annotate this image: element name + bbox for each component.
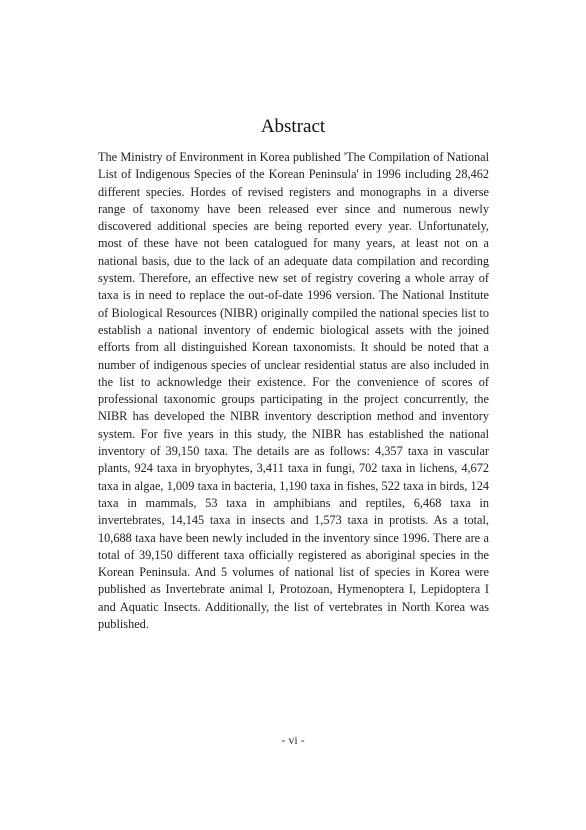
abstract-paragraph: The Ministry of Environment in Korea published 'The Compilation of National List of Indigenous Species of the Korean Peninsula' in 1996 including 28,462 different species. Hordes of revised registers and monographs in a diverse range of taxonomy have been released ever since and numerous newly discovered additional species are being reported every year. Unfortunately, most of these have not been catalogued for many years, at least not on a national basis, due to the lack of an adequate data compilation and recording system. Therefore, an effective new set of registry covering a whole array of taxa is in need to replace the out-of-date 1996 version. The National Institute of Biological Resources (NIBR) originally compiled the national species list to establish a national inventory of endemic biological assets with the joined efforts from all distinguished Korean taxonomists. It should be noted that a number of indigenous species of unclear residential status are also included in the list to acknowledge their existence. For the convenience of scores of professional taxonomic groups participating in the project concurrently, the NIBR has developed the NIBR inventory description method and inventory system. For five years in this study, the NIBR has established the national inventory of 39,150 taxa. The details are as follows: 4,357 taxa in vascular plants, 924 taxa in bryophytes, 3,411 taxa in fungi, 702 taxa in lichens, 4,672 taxa in algae, 1,009 taxa in bacteria, 1,190 taxa in fishes, 522 taxa in birds, 124 taxa in mammals, 53 taxa in amphibians and reptiles, 6,468 taxa in invertebrates, 14,145 taxa in insects and 1,573 taxa in protists. As a total, 10,688 taxa have been newly included in the inventory since 1996. There are a total of 39,150 different taxa officially registered as aboriginal species in the Korean Peninsula. And 5 volumes of national list of species in Korea were published as Invertebrate animal I, Protozoan, Hymenoptera I, Lepidoptera I and Aquatic Insects. Additionally, the list of vertebrates in North Korea was published.: [98, 150, 489, 632]
page-title: Abstract: [260, 116, 326, 137]
page-number: - vi -: [281, 733, 305, 747]
